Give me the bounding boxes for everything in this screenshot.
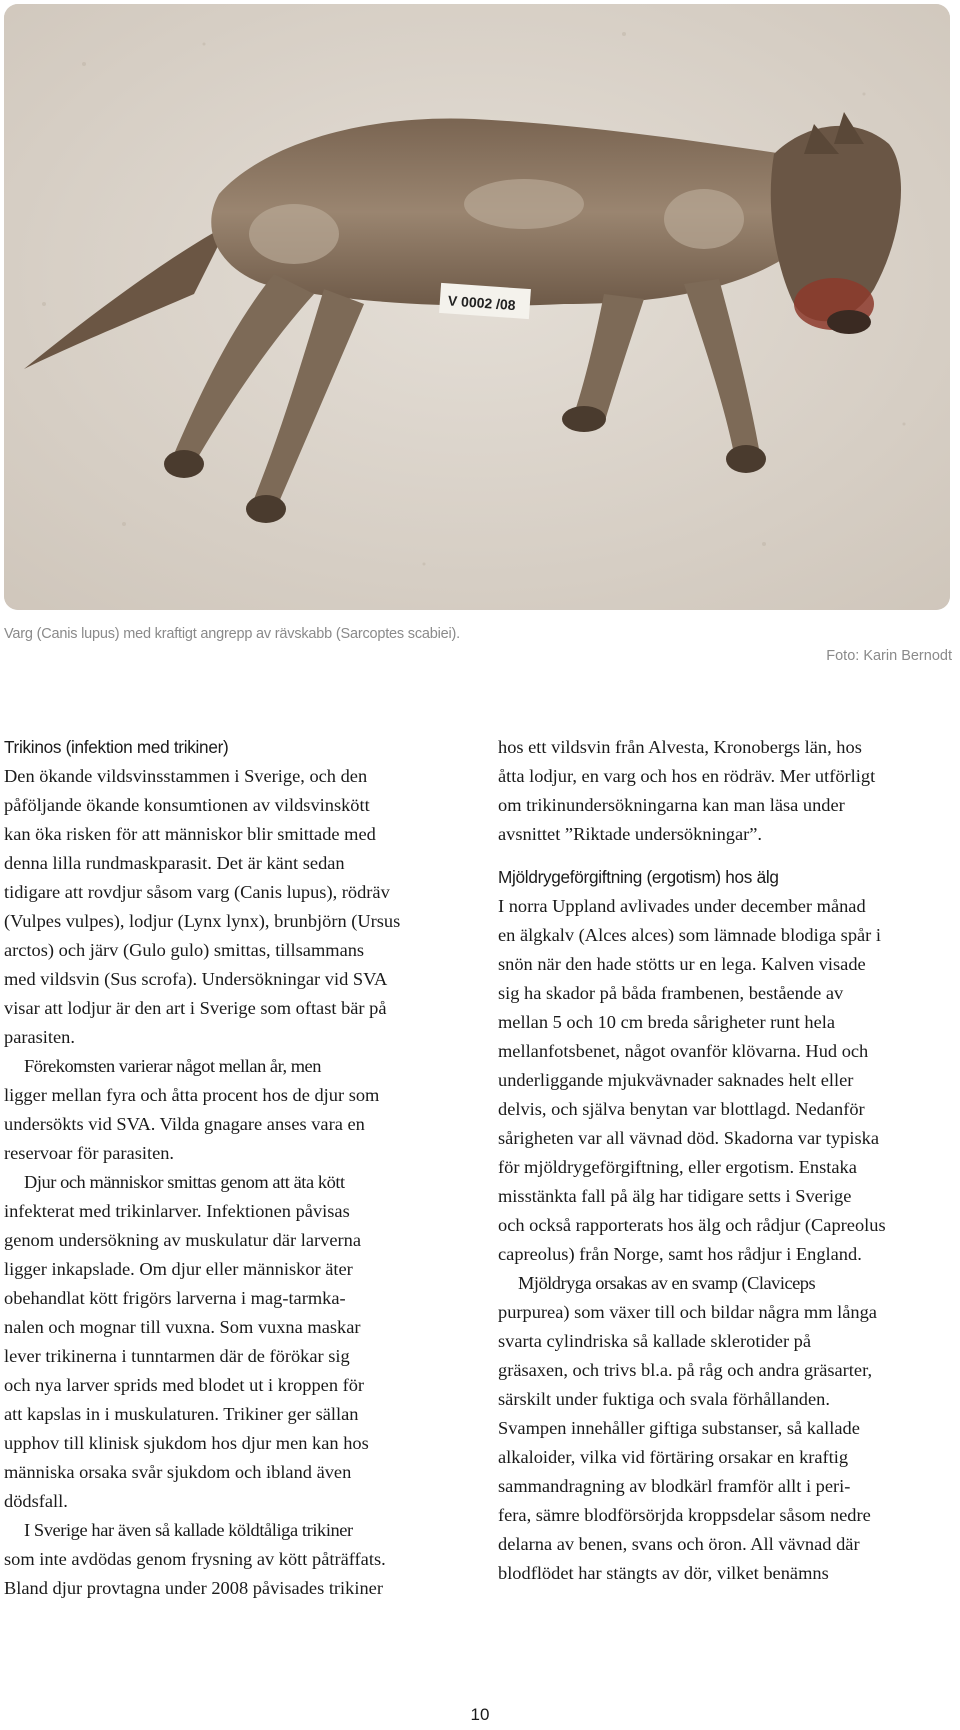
text-line: Den ökande vildsvinsstammen i Sverige, och den: [4, 766, 368, 786]
text-line: Bland djur provtagna under 2008 påvisades trikiner: [4, 1578, 383, 1598]
wolf-photo-illustration: [4, 4, 950, 610]
text-line: gräsaxen, och trivs bl.a. på råg och andra gräsarter,: [498, 1360, 873, 1380]
trichinosis-body: [4, 762, 462, 1603]
text-line: svarta cylindriska så kallade sklerotider på: [498, 1331, 812, 1351]
text-line: påföljande ökande konsumtionen av vildsvinskött: [4, 795, 370, 815]
text-line: särskilt under fuktiga och svala förhållanden.: [498, 1389, 830, 1409]
text-line: (Vulpes vulpes), lodjur (Lynx lynx), brunbjörn (Ursus: [4, 911, 401, 931]
text-line: sårigheten var all vävnad död. Skadorna var typiska: [498, 1128, 879, 1148]
text-line: en älgkalv (Alces alces) som lämnade blodiga spår i: [498, 925, 882, 945]
text-line: Förekomsten varierar något mellan år, men: [24, 1056, 321, 1076]
text-line: genom undersökning av muskulatur där larverna: [4, 1230, 361, 1250]
text-line: hos ett vildsvin från Alvesta, Kronobergs län, hos: [498, 737, 862, 757]
ergotism-body: [498, 892, 956, 1588]
text-line: sig ha skador på båda frambenen, bestående av: [498, 983, 844, 1003]
left-column: [4, 733, 462, 1603]
text-line: upphov till klinisk sjukdom hos djur men kan hos: [4, 1433, 369, 1453]
text-line: nalen och mognar till vuxna. Som vuxna maskar: [4, 1317, 361, 1337]
text-line: reservoar för parasiten.: [4, 1143, 175, 1163]
text-line: och nya larver sprids med blodet ut i kroppen för: [4, 1375, 365, 1395]
text-line: obehandlat kött frigörs larverna i mag-tarmka-: [4, 1288, 346, 1308]
text-line: delvis, och själva benytan var blottlagd. Nedanför: [498, 1099, 865, 1119]
text-line: infekterat med trikinlarver. Infektionen påvisas: [4, 1201, 350, 1221]
text-line: purpurea) som växer till och bildar några mm långa: [498, 1302, 877, 1322]
text-line: och också rapporterats hos älg och rådjur (Capreolus: [498, 1215, 886, 1235]
text-line: mellanfotsbenet, något ovanför klövarna. Hud och: [498, 1041, 869, 1061]
text-line: mellan 5 och 10 cm breda sårigheter runt hela: [498, 1012, 836, 1032]
text-line: sammandragning av blodkärl framför allt i peri-: [498, 1476, 851, 1496]
text-line: om trikinundersökningarna kan man läsa under: [498, 795, 845, 815]
text-line: att kapslas in i muskulaturen. Trikiner ger sällan: [4, 1404, 359, 1424]
text-line: Mjöldryga orsakas av en svamp (Claviceps: [518, 1273, 816, 1293]
specimen-tag-label: V 0002 /08: [447, 292, 517, 314]
text-line: capreolus) från Norge, samt hos rådjur i England.: [498, 1244, 862, 1264]
text-line: lever trikinerna i tunntarmen där de förökar sig: [4, 1346, 350, 1366]
text-line: ligger inkapslade. Om djur eller människor äter: [4, 1259, 353, 1279]
text-line: I Sverige har även så kallade köldtåliga trikiner: [24, 1520, 353, 1540]
right-column: [498, 733, 956, 1588]
text-line: kan öka risken för att människor blir smittade med: [4, 824, 376, 844]
text-line: människa orsaka svår sjukdom och ibland även: [4, 1462, 352, 1482]
text-line: Djur och människor smittas genom att äta kött: [24, 1172, 345, 1192]
trichinosis-heading: Trikinos (infektion med trikiner): [4, 737, 229, 757]
text-line: misstänkta fall på älg har tidigare setts i Sverige: [498, 1186, 852, 1206]
text-line: alkaloider, vilka vid förtäring orsakar en kraftig: [498, 1447, 849, 1467]
text-line: I norra Uppland avlivades under december månad: [498, 896, 866, 916]
text-line: parasiten.: [4, 1027, 75, 1047]
ergotism-heading: Mjöldrygeförgiftning (ergotism) hos älg: [498, 867, 779, 887]
text-line: delarna av benen, svans och öron. All vävnad där: [498, 1534, 860, 1554]
text-line: fera, sämre blodförsörjda kroppsdelar såsom nedre: [498, 1505, 871, 1525]
caption-text: Varg (Canis lupus) med kraftigt angrepp av rävskabb (Sarcoptes scabiei).: [4, 626, 460, 642]
text-line: snön när den hade stötts ur en lega. Kalven visade: [498, 954, 866, 974]
text-line: avsnittet ”Riktade undersökningar”.: [498, 824, 763, 844]
text-line: visar att lodjur är den art i Sverige som oftast bär på: [4, 998, 387, 1018]
page-number: 10: [470, 1705, 490, 1724]
photo-credit: Foto: Karin Bernodt: [826, 648, 952, 664]
text-line: för mjöldrygeförgiftning, eller ergotism. Enstaka: [498, 1157, 857, 1177]
text-line: ligger mellan fyra och åtta procent hos de djur som: [4, 1085, 380, 1105]
text-line: med vildsvin (Sus scrofa). Undersökningar vid SVA: [4, 969, 388, 989]
text-line: som inte avdödas genom frysning av kött påträffats.: [4, 1549, 386, 1569]
text-line: undersökts vid SVA. Vilda gnagare anses vara en: [4, 1114, 365, 1134]
text-line: denna lilla rundmaskparasit. Det är känt sedan: [4, 853, 345, 873]
text-line: arctos) och järv (Gulo gulo) smittas, tillsammans: [4, 940, 365, 960]
text-line: åtta lodjur, en varg och hos en rödräv. Mer utförligt: [498, 766, 876, 786]
text-line: dödsfall.: [4, 1491, 68, 1511]
wolf-photo: [4, 4, 950, 610]
photo-caption: [4, 626, 944, 642]
text-line: Svampen innehåller giftiga substanser, så kallade: [498, 1418, 860, 1438]
text-line: underliggande mjukvävnader saknades helt eller: [498, 1070, 854, 1090]
text-line: blodflödet har stängts av dör, vilket benämns: [498, 1563, 829, 1583]
text-line: tidigare att rovdjur såsom varg (Canis lupus), rödräv: [4, 882, 390, 902]
trichinosis-continued: [498, 733, 956, 849]
